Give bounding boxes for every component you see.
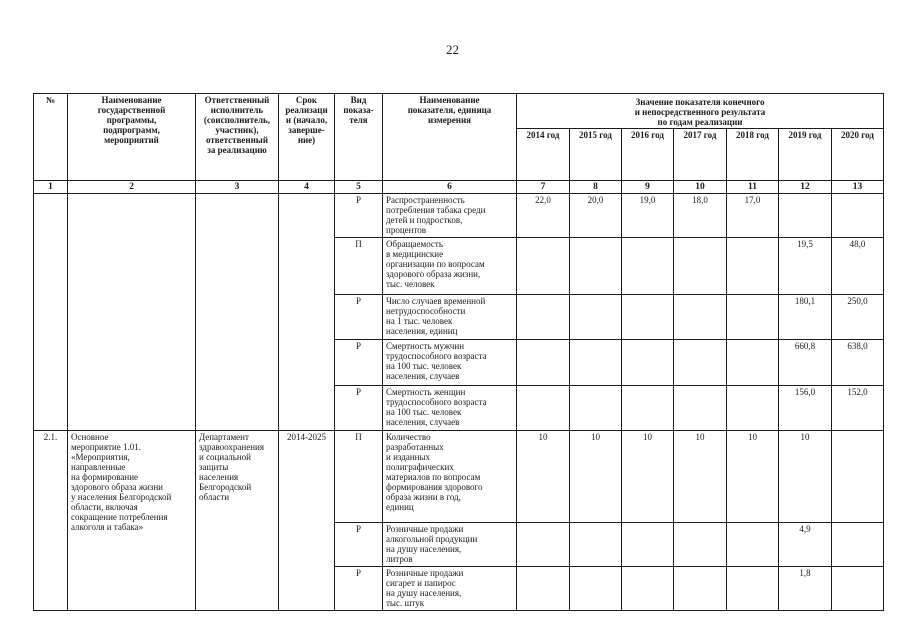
value-cell [832,431,884,523]
value-cell [674,567,727,611]
value-cell: 156,0 [779,386,832,431]
header-indicator-name: Наименование показателя, единица измерения [383,94,517,181]
value-cell [622,386,674,431]
header-year: 2016 год [622,129,674,181]
value-cell [622,295,674,340]
value-cell: 250,0 [832,295,884,340]
value-cell [727,523,779,567]
value-cell [517,523,570,567]
indicator-name: Обращаемость в медицинские организации по вопросам здорового образа жизни, тыс. человек [383,238,517,295]
value-cell [727,238,779,295]
value-cell: 638,0 [832,340,884,386]
header-values-group: Значение показателя конечного и непосредственного результата по годам реализации [517,94,884,129]
column-number: 9 [622,181,674,194]
indicator-name: Число случаев временной нетрудоспособности на 1 тыс. человек населения, единиц [383,295,517,340]
value-cell [832,523,884,567]
header-no: № [34,94,68,181]
header-term: Срок реализаци и (начало, заверше- ние) [279,94,335,181]
value-cell [570,295,622,340]
value-cell [570,523,622,567]
column-number: 6 [383,181,517,194]
value-cell [674,295,727,340]
header-year: 2014 год [517,129,570,181]
value-cell [674,386,727,431]
column-number: 3 [196,181,279,194]
value-cell [570,567,622,611]
value-cell: 180,1 [779,295,832,340]
value-cell: 1,8 [779,567,832,611]
value-cell [674,523,727,567]
header-responsible: Ответственный исполнитель (соисполнитель, участник), ответственный за реализацию [196,94,279,181]
column-numbers-row [34,181,884,194]
column-number: 13 [832,181,884,194]
indicator-name: Розничные продажи алкогольной продукции на душу населения, литров [383,523,517,567]
value-cell [727,386,779,431]
value-cell [517,340,570,386]
value-cell: 10 [727,431,779,523]
value-cell: 4,9 [779,523,832,567]
indicator-name: Розничные продажи сигарет и папирос на душу населения, тыс. штук [383,567,517,611]
indicator-kind: Р [335,295,383,340]
value-cell: 19,5 [779,238,832,295]
indicator-name: Распространенность потребления табака среди детей и подростков, процентов [383,194,517,238]
row-number: 2.1. [34,431,68,611]
value-cell: 660,8 [779,340,832,386]
indicator-name: Смертность женщин трудоспособного возраста на 100 тыс. человек населения, случаев [383,386,517,431]
value-cell [622,238,674,295]
value-cell [570,386,622,431]
value-cell: 20,0 [570,194,622,238]
empty-cell [279,194,335,431]
indicator-kind: Р [335,567,383,611]
value-cell [779,194,832,238]
column-number: 2 [68,181,196,194]
value-cell: 10 [570,431,622,523]
header-program-name: Наименование государственной программы, подпрограмм, мероприятий [68,94,196,181]
value-cell [674,340,727,386]
value-cell: 18,0 [674,194,727,238]
empty-cell [34,194,68,431]
page-number: 22 [446,42,459,57]
value-cell: 22,0 [517,194,570,238]
indicator-kind: Р [335,340,383,386]
header-year: 2017 год [674,129,727,181]
empty-cell [196,194,279,431]
column-number: 11 [727,181,779,194]
indicators-table [33,93,884,611]
header-kind: Вид показа- теля [335,94,383,181]
value-cell: 10 [622,431,674,523]
value-cell [622,567,674,611]
value-cell [727,567,779,611]
header-row [34,94,884,129]
value-cell: 19,0 [622,194,674,238]
value-cell [517,238,570,295]
empty-cell [68,194,196,431]
indicator-kind: П [335,431,383,523]
value-cell: 10 [674,431,727,523]
responsible-executor: Департамент здравоохранения и социальной защиты населения Белгородской области [196,431,279,611]
value-cell [517,295,570,340]
value-cell [622,340,674,386]
value-cell [832,567,884,611]
value-cell: 48,0 [832,238,884,295]
value-cell: 10 [779,431,832,523]
value-cell [727,295,779,340]
value-cell [570,340,622,386]
value-cell: 17,0 [727,194,779,238]
table-row [34,194,884,238]
header-year: 2020 год [832,129,884,181]
implementation-term: 2014-2025 [279,431,335,611]
header-year: 2018 год [727,129,779,181]
column-number: 8 [570,181,622,194]
column-number: 1 [34,181,68,194]
indicator-kind: Р [335,523,383,567]
value-cell [622,523,674,567]
program-name: Основное мероприятие 1.01. «Мероприятия, направленные на формирование здорового образа жизни у населения Белгородской области, включая сокращение потребления алкоголя и табака» [68,431,196,611]
value-cell [517,386,570,431]
column-number: 5 [335,181,383,194]
header-year: 2019 год [779,129,832,181]
value-cell: 152,0 [832,386,884,431]
indicator-kind: Р [335,386,383,431]
value-cell [570,238,622,295]
column-number: 7 [517,181,570,194]
column-number: 12 [779,181,832,194]
header-year: 2015 год [570,129,622,181]
indicator-name: Смертность мужчин трудоспособного возраста на 100 тыс. человек населения, случаев [383,340,517,386]
indicator-kind: Р [335,194,383,238]
value-cell [517,567,570,611]
column-number: 4 [279,181,335,194]
column-number: 10 [674,181,727,194]
table-row [34,431,884,523]
value-cell [674,238,727,295]
value-cell [832,194,884,238]
indicator-kind: П [335,238,383,295]
value-cell [727,340,779,386]
value-cell: 10 [517,431,570,523]
indicator-name: Количество разработанных и изданных полиграфических материалов по вопросам формирования здорового образа жизни в год, единиц [383,431,517,523]
